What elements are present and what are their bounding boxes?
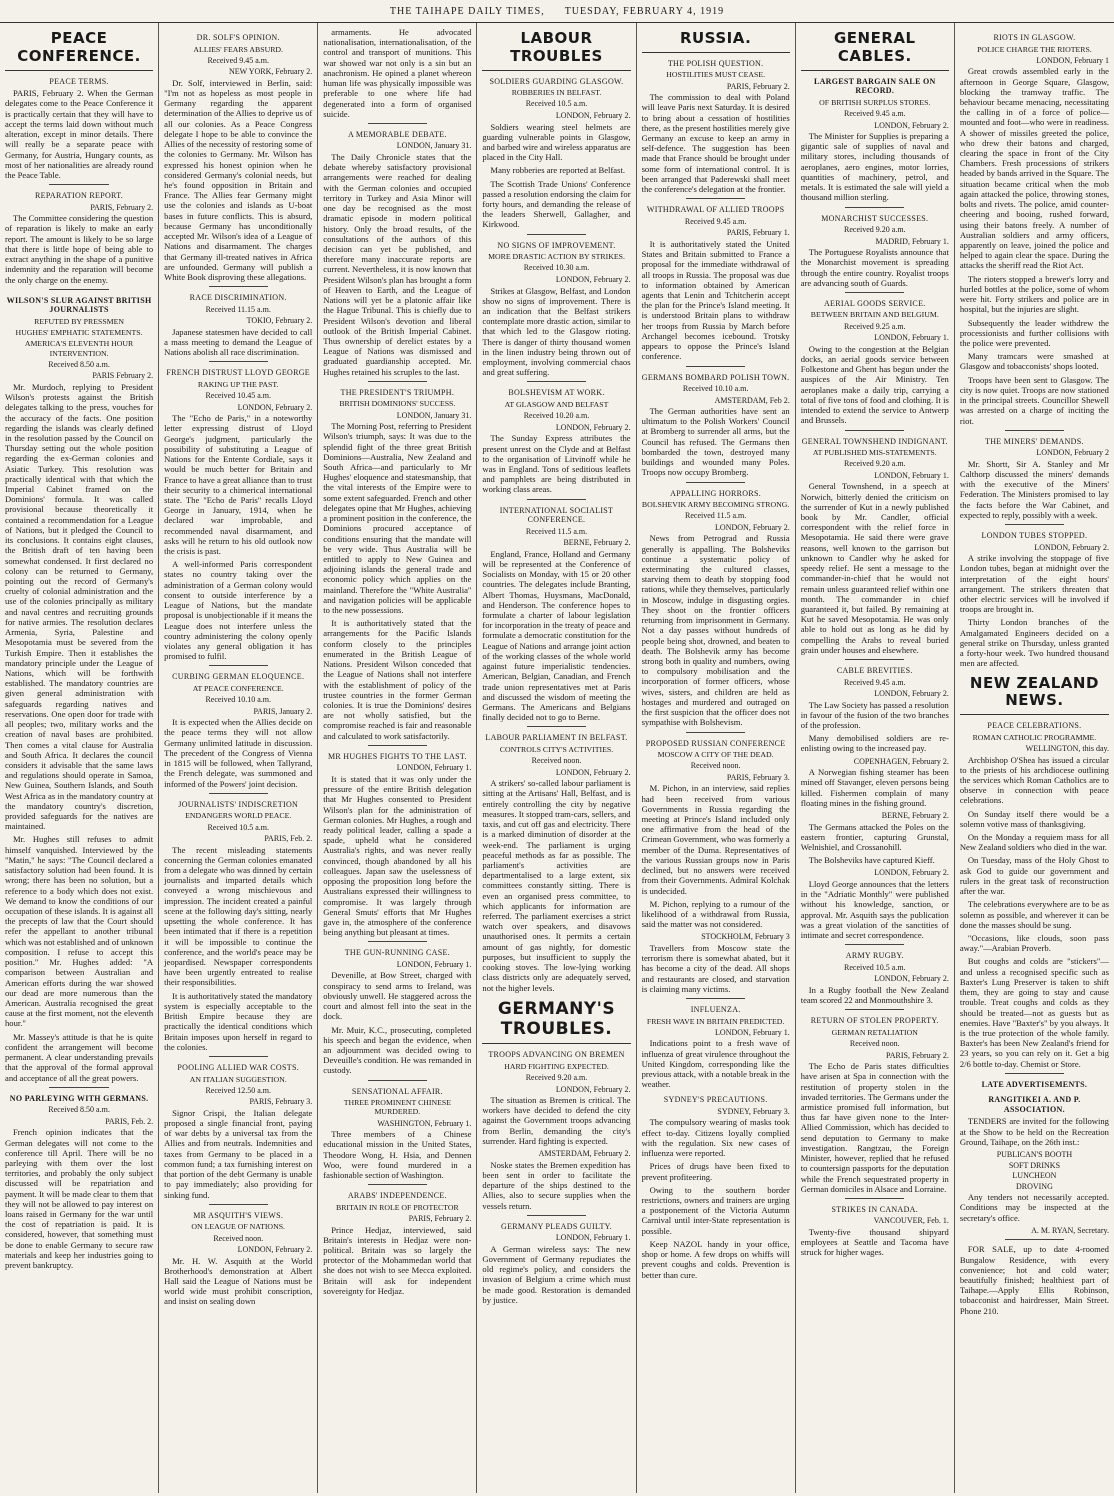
article-paragraph: The compulsory wearing of masks took effect to-day. Citizens loyally complied with the regulation. Six new cases of influenza were reported. — [641, 1117, 790, 1159]
article-paragraph: Many robberies are reported at Belfast. — [490, 165, 626, 176]
article-paragraph: Subsequently the leader withdrew the processionists and further collisions with the police were prevented. — [959, 317, 1109, 348]
subheadline: AMERICA'S ELEVENTH HOUR INTERVENTION. — [24, 339, 134, 358]
article-paragraph: Indications point to a fresh wave of influenza of great virulence throughout the United Kingdom, corresponding like the previous attack, with a notable break in the weather. — [641, 1038, 790, 1090]
divider — [209, 1204, 268, 1205]
ad-item: SOFT DRINKS — [1008, 1160, 1061, 1170]
subheadline: ALLIES' FEARS ABSURD. — [193, 44, 283, 54]
column-7 — [955, 23, 1114, 1493]
headline: RETURN OF STOLEN PROPERTY. — [810, 1016, 939, 1026]
dateline: LONDON, February 1 — [1036, 55, 1109, 65]
divider — [1005, 1073, 1065, 1074]
dateline: BERNE, February 2. — [881, 811, 949, 821]
dateline: SYDNEY, February 3. — [717, 1106, 790, 1116]
received-time: Received 9.20 a.m. — [844, 459, 906, 469]
article-paragraph: A German wireless says: The new Government of Germany repudiates the old regime's policy, and considers the invasion of Belgium a crime which must be made good. Restoration is demanded by justice. — [482, 1243, 631, 1305]
dateline: PARIS, February 3. — [726, 772, 790, 782]
subheadline: BETWEEN BRITAIN AND BELGIUM. — [810, 310, 939, 320]
article-paragraph: A well-informed Paris correspondent states no country taking over the administration of a German colony would consent to outside interference by a League of Nations, but the mandate proposal is unobjectionable if it means the League does not interfere unless the country administering the colony openly violates any general obligation it has promised to fulfil. — [164, 559, 313, 662]
headline: TROOPS ADVANCING ON BREMEN — [488, 1050, 625, 1060]
headline: A MEMORABLE DEBATE. — [347, 129, 447, 139]
received-time: Received 10.10 a.m. — [205, 695, 271, 705]
ad-item: DROVING — [1015, 1181, 1053, 1191]
article-paragraph: Troops have been sent to Glasgow. The city is now quiet. Troops are now stationed in the principal streets. Councillor Shewell was arrested on a charge of inciting the riot. — [959, 374, 1109, 426]
dateline: LONDON, February 1. — [874, 333, 949, 343]
article-paragraph: Noske states the Bremen expedition has been sent in order to facilitate the departure of the ships destined to the Allies, also to secure supplies when the vessels return. — [482, 1159, 631, 1211]
article-paragraph: The "Echo de Paris," in a noteworthy letter expressing distrust of Lloyd George's judgment, particularly the possibility of substituting a League of Nations for the Entente Cordiale, says it would be much better for Britain and France to have a great alliance than to trust their security to a chimerical international state. The "Echo de Paris" recalls Lloyd George in January, 1914, when he declared war improbable, and recommended naval disarmament, and asks will he return to his old outlook now the crisis is past. — [164, 413, 313, 557]
dateline: PARIS, Feb. 2. — [105, 1116, 154, 1126]
headline: AERIAL GOODS SERVICE. — [823, 298, 926, 308]
subheadline: POLICE CHARGE THE RIOTERS. — [977, 44, 1092, 54]
dateline: AMSTERDAM, Feb 2. — [714, 395, 790, 405]
article-paragraph: Lloyd George announces that the letters in the "Adriatic Monthly" were published without his knowledge, sanction, or approval. Mr. Asquith says the publication was a great violation of the sanctities of intimate and secret correspondence. — [800, 879, 949, 941]
article-paragraph: On the Monday a requiem mass for all New Zealand soldiers who died in the war. — [959, 832, 1109, 853]
headline: THE PRESIDENT'S TRIUMPH. — [340, 387, 455, 397]
headline: ARMY RUGBY. — [845, 951, 904, 961]
column-5 — [637, 23, 796, 1493]
received-time: Received noon. — [849, 1039, 900, 1049]
dateline: PARIS, Feb. 2. — [264, 834, 313, 844]
subheadline: HOSTILITIES MUST CEASE. — [666, 70, 766, 80]
headline: MONARCHIST SUCCESSES. — [821, 213, 929, 223]
dateline: LONDON, February 2. — [555, 1084, 631, 1094]
column-2 — [159, 23, 318, 1493]
headline: PROPOSED RUSSIAN CONFERENCE — [645, 738, 786, 748]
divider — [686, 198, 745, 199]
article-paragraph: A strike involving the stoppage of five London tubes, began at midnight over the interpretation of the eight hours' arrangement. The strikers threaten that other electric services will be involved if troops are brought in. — [959, 553, 1109, 615]
article-paragraph: Mr. Massey's attitude is that he is quite confident the arrangement will become permanent. A clear understanding prevails that the approval of the formal approval and acceptance of all the great powers. — [5, 1031, 154, 1083]
received-time: Received 9.20 a.m. — [525, 1073, 588, 1082]
divider — [368, 745, 427, 746]
divider — [845, 430, 904, 431]
dateline: VANCOUVER, Feb. 1. — [873, 1216, 949, 1226]
divider — [845, 292, 904, 293]
article-paragraph: The situation as Bremen is critical. The workers have decided to defend the city against the Government troops advancing from Berlin, demanding the city's surrender. Hard fighting is expected. — [482, 1095, 631, 1146]
dateline: COPENHAGEN, February 2. — [853, 756, 949, 766]
dateline: WELLINGTON, this day. — [1025, 743, 1109, 753]
received-time: Received 10.30 a.m. — [523, 263, 590, 273]
section-banner: LABOUR TROUBLES — [482, 27, 630, 71]
article-paragraph: A strikers' so-called labour parliament is sitting at the Artisans' Hall, Belfast, and is entirely controlling the city by negative measures. It stopped tram-cars, sellers, and taxis, and cut off gas and electricity. There is a marked diminution of disorder at the week-end. The parliament is urging peaceful methods as far as possible. The parliament's activities are departmentalised to a large extent, six committees constantly sitting. There is even an organised press committee, to which applicants for information are referred. The parliament exercises a strict watch over speakers, and disavows unauthorised ones. It permits a certain amount of gas nightly, for domestic purposes, but insufficient to supply the cooking stoves. The low-lying working class districts only are adequately served, not the higher levels. — [482, 778, 631, 993]
article-paragraph: Mr. Shortt, Sir A. Stanley and Mr Calthorp discussed the miners' demands with the executive of the Miners' Federation. The Ministers promised to lay the facts before the War Cabinet, and expected to reply, possibly with a week. — [959, 458, 1109, 520]
headline: DR. SOLF'S OPINION. — [196, 33, 280, 42]
headline: LARGEST BARGAIN SALE ON RECORD. — [813, 76, 936, 96]
article-paragraph: Mr. Hughes still refuses to admit himself vanquished. Interviewed by the "Matin," he says: "The Council declared a satisfactory solution had been found. It is wrong; there has been no solution, but a reference to a body which does not exist. We demand to know the conditions of our occupation of these islands. It is against all the precepts of law that the Court should refer the appellant to another tribunal which was not established and of unknown composition. I refuse to accept this position." Mr. Hughes added: "A comparison between Australian and American efforts during the war showed our dead are more numerous than the American. Australia recognised the great cause at the first moment, not the eleventh hour." — [5, 834, 154, 1029]
subheadline: ON LEAGUE OF NATIONS. — [191, 1222, 285, 1232]
article-paragraph: Twenty-five thousand shipyard employees at Seattle and Tacoma have struck for higher wages. — [800, 1226, 949, 1258]
article-paragraph: Soldiers wearing steel helmets are guarding vulnerable points in Glasgow, and barbed wire and wireless apparatus are placed in the City Hall. — [482, 121, 631, 163]
dateline: LONDON, February 1. — [874, 470, 949, 480]
section-banner: RUSSIA. — [642, 27, 790, 53]
dateline: LONDON, February 2. — [715, 522, 790, 532]
headline: THE GUN-RUNNING CASE. — [344, 948, 450, 958]
article-paragraph: Many demobilised soldiers are re-enlisting owing to the increased pay. — [800, 733, 949, 754]
issue-date: TUESDAY, FEBRUARY 4, 1919 — [564, 5, 725, 17]
headline: APPALLING HORRORS. — [670, 488, 762, 498]
article-paragraph: Signor Crispi, the Italian delegate proposed a single financial front, paying of war debts by a universal tax from the Allies and from neutrals. Indemnities and taxes from Germany to be placed in a common fund; a tax furnishing interest on that portion of the debt Germany is unable to pay immediately; also providing for sinking fund. — [164, 1107, 313, 1200]
article-paragraph: The German authorities have sent an ultimatum to the Polish Workers' Council at Bromberg to surrender all arms, but the Council has refused. The Germans then bombarded the town, destroyed many buildings and wounded many Poles. Troops now occupy Bromberg. — [641, 406, 790, 478]
divider — [527, 726, 586, 727]
dateline: LONDON, February 2. — [555, 110, 631, 120]
headline: MR ASQUITH'S VIEWS. — [193, 1210, 284, 1220]
headline: RANGITIKEI A. AND P. ASSOCIATION. — [988, 1095, 1081, 1114]
article-paragraph: On Sunday itself there would be a solemn votive mass of thanksgiving. — [959, 808, 1109, 829]
subheadline: CONTROLS CITY'S ACTIVITIES. — [499, 744, 614, 754]
subheadline: AT PEACE CONFERENCE. — [192, 683, 284, 693]
dateline: LONDON, February 2. — [555, 767, 631, 777]
received-time: Received 12.50 a.m. — [205, 1085, 271, 1095]
received-time: Received 10.45 a.m. — [205, 391, 271, 401]
dateline: LONDON, February 2. — [874, 868, 949, 878]
subheadline: MOSCOW A CITY OF THE DEAD. — [657, 750, 774, 760]
article-paragraph: Three members of a Chinese educational mission in the United States, Theodore Wong, H. Hsia, and Dennen Woo, were found murdered in a fashionable section of Washington. — [323, 1129, 472, 1181]
dateline: LONDON, February 2. — [874, 689, 949, 699]
subheadline: HUGHES' EMPHATIC STATEMENTS. — [15, 328, 143, 338]
divider — [209, 665, 268, 666]
article-paragraph: It is expected when the Allies decide on the peace terms they will not allow Germany unlimited latitude in discussion. The precedent of the Congress of Vienna in 1815 will be followed, when Tallyrand, the French delegate, was summoned and informed of the Powers' joint decision. — [164, 717, 313, 789]
divider — [686, 998, 745, 999]
article-paragraph: The rioters stopped a brewer's lorry and hurled bottles at the police, some of whom were hit. Forty strikers and police are in hospital, but the injuries are slight. — [959, 273, 1109, 315]
article-paragraph: It is authoritatively stated the mandatory system is especially acceptable to the British Empire because they are practically the identical conditions which Britain imposes upon herself in regard to the colonies. — [164, 990, 313, 1052]
advertisement: FOR SALE, up to date 4-roomed Bungalow Residence, with every convenience; hot and cold water; beautifully finished; healthiest part of Taihape.—Apply Ellis Robinson, tobacconist and hairdresser, Main Street. Phone 210. — [959, 1244, 1109, 1316]
dateline: LONDON, February 2. — [1034, 542, 1109, 552]
article-paragraph: General Townshend, in a speech at Norwich, bitterly denied the criticism on the surrender of Kut in a newly published book by Mr. Candler, official correspondent with the relief force in Mesopotamia. He said there were grave reasons, well known to the garrison but unknown to Candler why he asked for speedy relief. He sent a message to the commander-in-chief that he would not remain unless guaranteed relief within one month. The commander in chief guaranteed it, but failed. By remaining at Kut he saved Mesopotamia. He was only able to hold out as long as he did by compelling the Arabs to reveal buried grain under houses and elsewhere. — [800, 481, 949, 655]
dateline: PARIS, February 2. — [886, 1050, 949, 1060]
subheadline: ROBBERIES IN BELFAST. — [511, 88, 602, 98]
headline: LABOUR PARLIAMENT IN BELFAST. — [485, 733, 628, 743]
article-paragraph: The Echo de Paris states difficulties have arisen at Spa in connection with the restitution of property stolen in the invaded territories. The Germans under the armistice promised full information, but thus far have given none to the Inter-Allied Commission, which has decided to send deputation to Germany to make investigation. Rangtzau, the Foreign Minister, however, replied that he refused to countersign passports for the deputation while the French sequestrated property in German domiciles in Alsace and Lorraine. — [800, 1061, 949, 1194]
divider — [845, 944, 904, 945]
dateline: PARIS, February 2. — [726, 81, 790, 91]
dateline: LONDON, February 2. — [237, 402, 313, 412]
dateline: PARIS February 2. — [92, 371, 154, 381]
headline: INFLUENZA. — [690, 1005, 741, 1015]
received-time: Received 9.45 a.m. — [684, 216, 747, 226]
article-paragraph: Mr. Muir, K.C., prosecuting, completed his speech and began the evidence, when an adjournment was decided owing to Deveuille's condition. He was remanded in custody. — [323, 1024, 472, 1076]
divider — [209, 793, 268, 794]
newspaper-page — [0, 23, 1114, 1493]
article-paragraph: The celebrations everywhere are to be as solemn as possible, and wherever it can be done the masses should be sung. — [959, 899, 1109, 930]
divider — [368, 1080, 427, 1081]
article-paragraph: The Sunday Express attributes the present unrest on the Clyde and at Belfast to the organisation of Litvinoff while he was in England. Tons of seditious leaflets and pamphlets are being distributed in working class areas. — [482, 433, 631, 495]
headline: INTERNATIONAL SOCIALIST CONFERENCE. — [499, 505, 614, 525]
divider — [49, 184, 108, 185]
article-paragraph: England, France, Holland and Germany will be represented at the Conference of Socialists on Monday, with 15 or 20 other countries. The delegates include Branting, Albert Thomas, Huysmans, MacDonald, and Henderson. The conference hopes to formulate a charter of labour legislation for incorporation in the treaty of peace and formulate a democratic constitution for the League of Nations and arrange joint action of the working classes of the whole world against future imperialistic tendencies. American, Belgian, Canadian, and French trade union representatives met at Paris and discussed the wisdom of meeting the Germans. The Americans and Belgians finally decided not to go to Berne. — [482, 548, 631, 723]
received-time: Received 11.5 a.m. — [685, 511, 747, 521]
divider — [368, 123, 427, 124]
headline: CABLE BREVITIES. — [836, 666, 913, 676]
advertisement: Keep NAZOL handy in your office, shop or home. A few drops on whiffs will prevent coughs and colds. Prevention is better than cure. — [641, 1238, 790, 1280]
section-banner: NEW ZEALAND NEWS. — [960, 672, 1109, 716]
article-paragraph: It is authoritatively stated that the arrangements for the Pacific Islands conform closely to the principles enumerated in the British League of Nations. President Wilson conceded that the League of Nations shall not interfere with the establishment of policy of the trustee countries in the former German colonies. It is true the Dominions' desires are not wholly satisfied, but the compromise reached is fair and reasonable and calculated to work satisfactorily. — [323, 618, 472, 741]
article-paragraph: Owing to the southern border restrictions, owners and trainers are urging a postponement of the Victoria Autumn Carnival until inter-State representation is possible. — [641, 1184, 790, 1236]
headline: RIOTS IN GLASGOW. — [993, 33, 1076, 42]
article-paragraph: A Norwegian fishing steamer has been mined off Stavanger, eleven persons being killed. Fishermen complain of many floating mines in the fishing ground. — [800, 767, 949, 808]
divider — [845, 659, 904, 660]
column-3 — [318, 23, 477, 1493]
divider — [368, 941, 427, 942]
received-time: Received 10.20 a.m. — [523, 411, 590, 421]
subheadline: AT PUBLISHED MIS-STATEMENTS. — [812, 448, 937, 458]
article-paragraph: The recent misleading statements concerning the German colonies emanated from a delegate who was dinned by certain journalists and imparted details which conveyed a wrong mischievous and impression. The incident created a painful scene at the following day's sitting, nearly upsetting the whole conference. It has been intimated that if there is a repetition it will be impossible to continue the conference, and the world's peace may be jeopardised. Newspaper correspondents have been urgently entreated to realise their responsibilities. — [164, 844, 313, 988]
headline: SOLDIERS GUARDING GLASGOW. — [489, 76, 624, 86]
divider — [686, 732, 745, 733]
dateline: LONDON, February 2. — [555, 274, 631, 284]
quote: "Occasions, like clouds, soon pass away."—Arabian Proverb. — [959, 933, 1109, 954]
headline: WITHDRAWAL OF ALLIED TROOPS — [646, 205, 785, 215]
divider — [1005, 524, 1065, 525]
divider — [49, 289, 108, 290]
headline: GENERAL TOWNSHEND INDIGNANT. — [801, 436, 948, 446]
divider — [49, 1087, 108, 1088]
received-time: Received 9.45 a.m. — [207, 55, 269, 65]
headline: ARABS' INDEPENDENCE. — [347, 1191, 447, 1201]
headline: THE MINERS' DEMANDS. — [985, 436, 1084, 446]
received-time: Received 9.45 a.m. — [844, 108, 906, 118]
dateline: LONDON, February 2. — [874, 120, 949, 130]
received-time: Received 9.20 a.m. — [844, 225, 906, 235]
headline: SYDNEY'S PRECAUTIONS. — [663, 1095, 768, 1105]
dateline: LONDON, February 1. — [396, 763, 472, 773]
headline: LATE ADVERTISEMENTS. — [981, 1079, 1088, 1089]
article-paragraph: Mr. Murdoch, replying to President Wilson's protests against the British delegates talking to the press, vouches for the accuracy of the facts. One position regarding the islands was clearly defined in the resolution passed by the Council on Thursday setting out the whole position regarding the ex-German colonies and Asiatic Turkey. This resolution was practically identical with that which the Imperial Cabinet framed on the Dominions' formula. It was called provisional because theoretically it contained a recommendation for a League of Nations, but it pledged the Council to its conclusions. It contains eight clauses, the British draft of ten having been somewhat condensed. It first declared no colony can be returned to Germany, pointing out the record of Germany's cruelty of colonial administration and the use of the colonies principally as military and naval centres and recruiting grounds for native armies. The resolution declares Armenia, Syria, Palestine and Mesopotamia must be severed from the Turkish Empire. Then it establishes the mandatory principle under the League of Nations, which will be forthwith established. The mandatory countries are given general administration with safeguards regarding natives and reservations. One open door for trade with all peoples; two, military works and the creation of naval bases are prohibited. Then comes a vital clause for Australia and South Africa. It declares the council considers it advisable that the same laws and regulations should operate in Samoa, New Guinea, Southern Islands, and South West Africa as in the mandatory country at the mandatory country's discretion, provided safeguards for the natives are maintained. — [5, 381, 154, 832]
headline: STRIKES IN CANADA. — [831, 1204, 919, 1214]
divider — [209, 286, 268, 287]
divider — [686, 366, 745, 367]
article-paragraph: It is authoritatively stated the United States and Britain submitted to France a proposal for the immediate withdrawal of all troops in Russia. The proposal was due to information obtained by American agents that Lenin and Tchitcherin accept the plan for the Prince's Island meeting. It is understood Britain plans to withdraw her troops from Russia by March before Archangel becomes icebound. Trotsky appears to oppose the Prince's Island conference. — [641, 238, 790, 362]
headline: PEACE CELEBRATIONS. — [987, 721, 1082, 731]
divider — [527, 234, 586, 235]
dateline: PARIS, February 3. — [249, 1097, 313, 1107]
article-paragraph: M. Pichon, in an interview, said replies had been received from various Governments in Russia regarding the meeting at Prince's Island included only one affirmative from the head of the Crimean Government, who was formerly a member of the Duma. Representatives of the various Russian groups now in Paris declined, but no answers were received from their Governments. Admiral Kolchak is undecided. — [641, 783, 790, 896]
article-paragraph: Mr. H. W. Asquith at the World Brotherhood's demonstration at Albert Hall said the League of Nations must be world wide must prohibit conscription, and insist on sealing down — [164, 1255, 313, 1307]
article-paragraph: Owing to the congestion at the Belgian docks, an aerial goods service between Folkestone and Ghent has begun under the auspices of the Air Ministry. Ten aeroplanes make a daily trip, carrying a total of five tons of food and clothing. It is intended to extend the service to Antwerp and Brussels. — [800, 343, 949, 426]
dateline: LONDON, February 1. — [396, 959, 472, 969]
headline: FRENCH DISTRUST LLOYD GEORGE — [166, 368, 310, 378]
section-banner: PEACE CONFERENCE. — [5, 27, 153, 71]
subheadline: BRITISH DOMINIONS' SUCCESS. — [339, 399, 456, 409]
divider — [368, 1184, 427, 1185]
article-paragraph: The Minister for Supplies is preparing a gigantic sale of supplies of naval and military stores, including thousands of aeroplanes, aero engines, motor lorries, quantities of machinery, petrol, and metals. It is estimated the sale will yield a thousand million sterling. — [800, 131, 949, 203]
received-time: Received 10.5 a.m. — [844, 962, 906, 972]
headline: RACE DISCRIMINATION. — [189, 293, 287, 303]
article-paragraph: On Tuesday, mass of the Holy Ghost to ask God to guide our government and rulers in the great task of reconstruction after the war. — [959, 855, 1109, 897]
dateline: NEW YORK, February 2. — [228, 67, 313, 77]
received-time: Received 10.5 a.m. — [525, 99, 588, 109]
received-time: Received noon. — [690, 761, 741, 771]
dateline: BERNE, February 2. — [563, 538, 631, 548]
received-time: Received 11.15 a.m. — [205, 304, 271, 314]
article-paragraph: Thirty London branches of the Amalgamated Engineers decided on a general strike on Thursday, unless granted a forty-hour week. Two hundred thousand men are affected. — [959, 617, 1109, 669]
divider — [1005, 1239, 1065, 1240]
article-paragraph: The Scottish Trade Unions' Conference passed a resolution endorsing the claim for forty hours, and demanding the release of the leaders Sherwell, Gallagher, and Kirkwood. — [482, 178, 631, 230]
received-time: Received 9.25 a.m. — [844, 321, 906, 331]
article-paragraph: Prices of drugs have been fixed to prevent profiteering. — [641, 1161, 790, 1182]
divider — [527, 1215, 586, 1216]
divider — [527, 381, 586, 382]
dateline: PARIS, February 2. — [90, 202, 154, 212]
dateline: AMSTERDAM, February 2. — [538, 1149, 631, 1159]
headline: POOLING ALLIED WAR COSTS. — [177, 1062, 299, 1072]
dateline: LONDON, February 2. — [874, 974, 949, 984]
subheadline: THREE PROMINENT CHINESE MURDERED. — [343, 1098, 451, 1117]
dateline: TOKIO, February 2. — [246, 316, 313, 326]
received-time: Received 11.5 a.m. — [525, 526, 588, 536]
article-paragraph: The Bolsheviks have captured Kieff. — [808, 855, 935, 866]
article-paragraph: It is stated that it was only under the pressure of the entire British delegation that Mr Hughes consented to President Wilson's plan for the administration of German colonies. Mr Hughes, a rough and ready political leader, calling a spade a spade, upheld what he considered Australia's rights, and was never really convinced, though abandoned by all his colleagues. Japan saw the uselessness of opposing the proposition long before the Australians expressed their willingness to compromise. It was largely through General Smuts' efforts that Mr Hughes gave in, the atmosphere of the conference being anything but pleasant at times. — [323, 773, 472, 938]
article-paragraph: Strikes at Glasgow, Belfast, and London show no signs of improvement. There is an indication that the Belfast strikers contemplate more drastic action, similar to that which led to the Glasgow rioting. There is danger of thirty thousand women in the linen industry being thrown out of employment, involving commercial chaos and great suffering. — [482, 285, 631, 378]
divider — [368, 381, 427, 382]
headline: THE POLISH QUESTION. — [667, 58, 764, 68]
article-paragraph: M. Pichon, replying to a rumour of the likelihood of a withdrawal from Russia, said the matter was not considered. — [641, 898, 790, 930]
dateline: MADRID, February 1. — [875, 236, 949, 246]
article-paragraph: Japanese statesmen have decided to call a mass meeting to demand the League of Nations abolish all race discrimination. — [164, 326, 313, 358]
headline: NO PARLEYING WITH GERMANS. — [9, 1093, 149, 1103]
subheadline: RAKING UP THE PAST. — [197, 379, 279, 389]
ad-item: PUBLICAN'S BOOTH — [996, 1150, 1073, 1160]
article-paragraph: The Daily Chronicle states that the debate whereby satisfactory provisional arrangements were reached for dealing with the German colonies and occupied territory in Turkey and Asia Minor will one day be recognised as the most dramatic episode in modern political history. Only the broad results, of the consultations of the authors of this decision can yet be published, and therefore many inaccurate reports are current. Nevertheless, it is now known that President Wilson's plan has brought a form of Heaven to Earth, and the League of Nations will yet be a platonic affair like the Hague Tribunal. This is chiefly due to President Wilson's devotion and liberal outlook of the British Imperial Cabinet. Thus ownership of derelict estates by a League of Nations was dismissed and graduated guardianship accepted. Mr. Hughes retained his scruples to the last. — [323, 152, 472, 377]
headline: NO SIGNS OF IMPROVEMENT. — [497, 240, 616, 250]
article-paragraph: Great crowds assembled early in the afternoon in George Square, Glasgow, blocking the tramway traffic. The behaviour became menacing, necessitating the calling in of a force of police—mounted and foot—who were in readiness. A shower of missiles greeted the police, who drew their batons and charged, clearing the space in front of the City Chambers. Fresh processions of strikers headed by bands arrived in the Square. The situation became critical when the mob again attacked the police, throwing stones, bolts and rivets. The police, amid counter-cheering and booing, rushed forward, using their batons freely. A number of Australian soldiers and army officers, apparently on leave, joined the police and helped to again clear the space. During the attacks the sheriff read the Riot Act. — [959, 66, 1109, 271]
subheadline: BRITAIN IN ROLE OF PROTECTOR — [336, 1202, 459, 1212]
received-time: Received 8.50 a.m. — [48, 1105, 110, 1115]
divider — [209, 361, 268, 362]
section-banner: GERMANY'S TROUBLES. — [482, 996, 630, 1044]
received-time: Received noon. — [213, 1233, 264, 1243]
dateline: LONDON, February 2. — [237, 1245, 313, 1255]
article-paragraph: Prince Hedjaz, interviewed, said Britain's interests in Hedjaz were non-political. Britain was so largely the protector of the Mohammedan world that she does not wish to see Mecca exploited. Britain will ask for independent sovereignty for Hedjaz. — [323, 1224, 472, 1296]
subheadline: ROMAN CATHOLIC PROGRAMME. — [972, 732, 1097, 742]
dateline: WASHINGTON, February 1. — [377, 1118, 472, 1128]
article-paragraph: The Committee considering the question of reparation is likely to make an early report. The amount is likely to be so large that there is little hope of being able to extract anything in the shape of a punitive indemnity and the reparation will become the only charge on the enemy. — [5, 213, 154, 285]
ad-item: LUNCHEON — [1012, 1171, 1057, 1181]
dateline: LONDON, January 31. — [396, 410, 472, 420]
section-banner: GENERAL CABLES. — [801, 27, 949, 71]
article-paragraph: The Morning Post, referring to President Wilson's triumph, says: It was due to the splendid fight of the three great British Dominions—Australia, New Zealand and South Africa—and particularly to Mr Hughes' eloquence and statesmanship, that the vital interests of the Empire were to some extent safeguarded. French and other delegates opine that Mr Hughes, achieving a prominent position in the conference, the Dominions procured acceptance of conditions ensuring that the mandate will be very wide. Thus Australia will be entitled to apply to New Guinea and adjoining islands the general trade and economic policy which applies on the mainland. Therefore the "White Australia" and navigation policies will be applicable to the new possessions. — [323, 421, 472, 616]
advertisement: Any tenders not necessarily accepted. Conditions may be inspected at the secretary's office. — [959, 1192, 1109, 1223]
article-paragraph: Devenille, at Bow Street, charged with conspiracy to send arms to Ireland, was obviously unwell. He staggered across the court and almost fell into the seat in the dock. — [323, 970, 472, 1022]
advertisement: But coughs and colds are "stickers"—and unless a recognised specific such as Baxter's Lung Preserver is taken to shift them, they are going to stay and cause trouble. Treat coughs and colds as they should be treated—not as guests but as enemies. Have "Baxter's" by you always. It is the true protection of the whole family. Baxter's has been New Zealand's friend for 23 years, so you can rely on it. Get a big 2/6 bottle to-day. Chemist or Store. — [959, 956, 1109, 1069]
divider — [845, 1009, 904, 1010]
article-paragraph: The Portuguese Royalists announce that the Monarchist movement is spreading through the entire country. Royalist troops are advancing south of Guards. — [800, 247, 949, 288]
headline: REPARATION REPORT. — [35, 191, 124, 201]
column-6 — [796, 23, 955, 1493]
dateline: LONDON, January 31. — [396, 141, 472, 151]
divider — [527, 499, 586, 500]
subheadline: FRESH WAVE IN BRITAIN PREDICTED. — [646, 1016, 785, 1026]
received-time: Received 10.10 a.m. — [682, 384, 749, 394]
received-time: Received noon. — [531, 756, 582, 766]
subheadline: BOLSHEVIK ARMY BECOMING STRONG. — [641, 500, 790, 510]
divider — [209, 1056, 268, 1057]
article-paragraph: The Germans attacked the Poles on the eastern frontier, capturing Grunstal, Welnishiel, and Crossanohill. — [800, 821, 949, 853]
column-1 — [0, 23, 159, 1493]
masthead — [0, 0, 1114, 23]
article-paragraph: The commission to deal with Poland will leave Paris next Saturday. It is desired to bring about a cessation of hostilities there, as the present hostilities merely give Germany an excuse to keep an army in self-defence. The suggestion has been made that France should be brought under some form of international control. It is been arranged that Paderewski shall meet the conference's delegation at the frontier. — [641, 92, 790, 195]
headline: PEACE TERMS. — [49, 76, 109, 86]
advertisement: TENDERS are invited for the following at the Show to be held on the Recreation Ground, Taihape, on the 26th inst.: — [959, 1116, 1109, 1147]
article-paragraph: armaments. He advocated nationalisation, internationalisation, of the control and transport of munitions. This war showed war not only is a sin but an anachronism. He opined a planet whereon human life was physically impossible was preferable to one where life had degenerated into a form of organised suicide. — [323, 27, 472, 119]
received-time: Received 8.50 a.m. — [48, 359, 110, 369]
subheadline: OF BRITISH SURPLUS STORES. — [819, 97, 931, 107]
article-paragraph: PARIS, February 2. When the German delegates come to the Peace Conference it is practically certain that they will have to accept the terms laid down without much alteration, except in minor details. There will really be a separate peace with Germany, for Austria, Hungary counts, as most of her nationalities are already round the Peace Table. — [5, 88, 154, 180]
dateline: LONDON, February 1. — [715, 1027, 790, 1037]
divider — [845, 207, 904, 208]
received-time: Received 9.45 a.m. — [844, 677, 906, 687]
dateline: PARIS, February 2. — [408, 1214, 472, 1224]
subheadline: HARD FIGHTING EXPECTED. — [504, 1061, 609, 1071]
subheadline: GERMAN RETALIATION — [831, 1027, 918, 1037]
article-paragraph: Many tramcars were smashed at Glasgow and tobacconists' shops looted. — [959, 351, 1109, 372]
dateline: PARIS, February 1. — [726, 228, 790, 238]
signature: A. M. RYAN, Secretary. — [1031, 1225, 1109, 1235]
headline: GERMANS BOMBARD POLISH TOWN. — [641, 372, 790, 382]
headline: BOLSHEVISM AT WORK. — [508, 388, 605, 398]
article-paragraph: Archbishop O'Shea has issued a circular to the priests of his archdiocese outlining the services which Roman Catholics are to observe in connection with peace celebrations. — [959, 754, 1109, 806]
subheadline: AN ITALIAN SUGGESTION. — [189, 1074, 287, 1084]
article-paragraph: French opinion indicates that the German delegates will not come to the conference till April. There will be no parleying with them over the lost territories, and probably the only subject discussed will be repatriation and payment. It will be made clear to them that they will not be allowed to pay interest on loans raised in Germany for the war until the cost of repatriation is paid. It is considered, however, that something must be done to enable Germany to secure raw materials and keep her industries going to prevent bankruptcy. — [5, 1127, 154, 1271]
divider — [845, 1198, 904, 1199]
article-paragraph: News from Petrograd and Russia generally is appalling. The Bolsheviks continue a systematic policy of exterminating the cultured classes, starving them to death by stopping food rations, while they themselves, particularly in Moscow, indulge in disgusting orgies. They shoot on the frontier officers returning from imprisonment in Germany. Not a day passes without hundreds of people being shot, drowned, and beaten to death. The Bolshevik army has become strong both in quality and numbers, owing to compulsory mobilisation and the incorporation of former officers, whose wives, sisters, and children are held as hostages and murdered and outraged on the first suspicion that the officer does not sympathise with Bolshevism. — [641, 533, 790, 728]
divider — [1005, 430, 1065, 431]
subheadline: ENDANGERS WORLD PEACE. — [185, 811, 292, 821]
column-4 — [477, 23, 636, 1493]
dateline: LONDON, February 1. — [555, 1233, 631, 1243]
article-paragraph: Dr. Solf, interviewed in Berlin, said: "I'm not as hopeless as most people in Germany regarding the apparent determination of the Allies to deprive us of all our colonies. As a Peace Congress delegate I hope to be able to convince the Allies of the necessity of restoring some of the colonies to Germany. Mr. Wilson has expressed his honest opinion when he considered Germany's colonial needs, but he's found opposition in Britain and France. The Allies fear Germany might use the colonies and islands as U-boat bases in future conflicts. This is absurd, because Germany has unconditionally accepted Mr. Wilson's idea of a League of Nations and disarmament. The charges that Germany ill-treated natives in Africa are unfounded. Germany will publish a White Book disproving these allegations. — [164, 77, 313, 282]
divider — [686, 482, 745, 483]
headline: MR HUGHES FIGHTS TO THE LAST. — [327, 751, 467, 761]
dateline: PARIS, January 2. — [253, 706, 313, 716]
headline: GERMANY PLEADS GUILTY. — [501, 1221, 612, 1231]
dateline: STOCKHOLM, February 3 — [701, 932, 790, 942]
dateline: LONDON, February 2 — [1036, 448, 1109, 458]
headline: LONDON TUBES STOPPED. — [981, 531, 1088, 541]
article-paragraph: In a Rugby football the New Zealand team scored 22 and Monmouthshire 3. — [800, 984, 949, 1006]
article-paragraph: Travellers from Moscow state the terrorism there is somewhat abated, but it has become a city of the dead. All shops and restaurants are closed, and starvation is claiming many victims. — [641, 942, 790, 994]
newspaper-title: THE TAIHAPE DAILY TIMES, — [389, 5, 545, 17]
subheadline: AT GLASGOW AND BELFAST — [504, 399, 609, 409]
dateline: LONDON, February 2. — [555, 422, 631, 432]
received-time: Received 10.5 a.m. — [207, 822, 269, 832]
headline: CURBING GERMAN ELOQUENCE. — [172, 672, 305, 682]
headline: SENSATIONAL AFFAIR. — [351, 1086, 443, 1096]
article-paragraph: The Law Society has passed a resolution in favour of the fusion of the two branches of the profession. — [800, 699, 949, 731]
headline: WILSON'S SLUR AGAINST BRITISH JOURNALISTS — [6, 295, 152, 315]
subheadline: REFUTED BY PRESSMEN — [34, 316, 124, 326]
headline: JOURNALISTS' INDISCRETION — [178, 799, 299, 809]
subheadline: MORE DRASTIC ACTION BY STRIKES. — [488, 252, 625, 262]
